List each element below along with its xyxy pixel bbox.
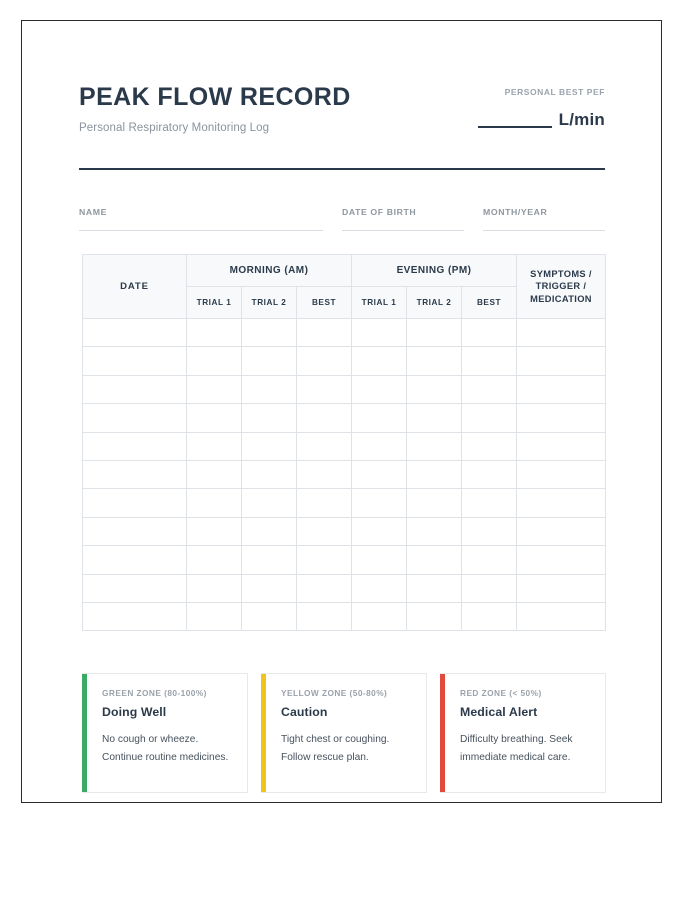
- cell-date[interactable]: [83, 517, 187, 545]
- cell-pm-trial-2[interactable]: [407, 602, 462, 630]
- personal-best-pef-unit: L/min: [558, 110, 605, 129]
- page-title: PEAK FLOW RECORD: [79, 83, 351, 111]
- cell-pm-best[interactable]: [462, 546, 517, 574]
- cell-pm-trial-1[interactable]: [352, 347, 407, 375]
- cell-pm-best[interactable]: [462, 602, 517, 630]
- cell-am-trial-2[interactable]: [242, 375, 297, 403]
- cell-symptoms[interactable]: [517, 319, 606, 347]
- column-header-am-trial-1: TRIAL 1: [187, 287, 242, 319]
- cell-am-trial-1[interactable]: [187, 404, 242, 432]
- cell-pm-trial-1[interactable]: [352, 489, 407, 517]
- table-row: [83, 602, 606, 630]
- cell-date[interactable]: [83, 347, 187, 375]
- cell-date[interactable]: [83, 375, 187, 403]
- column-header-am-best: BEST: [297, 287, 352, 319]
- date-of-birth-field: [342, 207, 464, 231]
- cell-am-trial-2[interactable]: [242, 517, 297, 545]
- cell-pm-best[interactable]: [462, 489, 517, 517]
- cell-date[interactable]: [83, 489, 187, 517]
- cell-am-best[interactable]: [297, 375, 352, 403]
- table-row: [83, 347, 606, 375]
- cell-pm-trial-1[interactable]: [352, 574, 407, 602]
- cell-am-trial-2[interactable]: [242, 404, 297, 432]
- column-header-date: DATE: [83, 255, 187, 319]
- title-block: [79, 85, 351, 134]
- zone-title: Doing Well: [102, 705, 167, 719]
- table-row: [83, 574, 606, 602]
- cell-pm-best[interactable]: [462, 432, 517, 460]
- cell-pm-trial-1[interactable]: [352, 517, 407, 545]
- cell-date[interactable]: [83, 602, 187, 630]
- name-field-label: NAME: [79, 207, 107, 217]
- cell-symptoms[interactable]: [517, 347, 606, 375]
- cell-am-trial-1[interactable]: [187, 319, 242, 347]
- zone-description: Tight chest or coughing. Follow rescue plan.: [281, 734, 390, 763]
- zone-card-body: [445, 674, 605, 792]
- table-header-group-row: [83, 255, 606, 287]
- column-group-morning: MORNING (AM): [187, 255, 352, 287]
- cell-symptoms[interactable]: [517, 489, 606, 517]
- zone-card-body: [266, 674, 426, 792]
- cell-am-best[interactable]: [297, 489, 352, 517]
- cell-pm-trial-2[interactable]: [407, 375, 462, 403]
- table-row: [83, 375, 606, 403]
- cell-am-trial-1[interactable]: [187, 460, 242, 488]
- cell-pm-trial-1[interactable]: [352, 432, 407, 460]
- cell-am-trial-1[interactable]: [187, 546, 242, 574]
- cell-pm-best[interactable]: [462, 460, 517, 488]
- personal-best-pef-block: [375, 87, 605, 128]
- cell-pm-trial-2[interactable]: [407, 546, 462, 574]
- cell-pm-best[interactable]: [462, 517, 517, 545]
- cell-symptoms[interactable]: [517, 460, 606, 488]
- personal-best-pef-input[interactable]: [478, 111, 552, 128]
- cell-am-trial-1[interactable]: [187, 347, 242, 375]
- column-header-pm-trial-1: TRIAL 1: [352, 287, 407, 319]
- cell-pm-trial-2[interactable]: [407, 404, 462, 432]
- zone-title: Medical Alert: [460, 705, 538, 719]
- page-content: [79, 21, 605, 802]
- month-year-field: [483, 207, 605, 231]
- table-row: [83, 319, 606, 347]
- patient-fields-row: [79, 207, 605, 231]
- zone-card-red: [440, 673, 606, 793]
- cell-pm-trial-1[interactable]: [352, 404, 407, 432]
- column-header-pm-best: BEST: [462, 287, 517, 319]
- table-row: [83, 546, 606, 574]
- cell-symptoms[interactable]: [517, 375, 606, 403]
- zone-card-green: [82, 673, 248, 793]
- cell-am-best[interactable]: [297, 460, 352, 488]
- cell-symptoms[interactable]: [517, 546, 606, 574]
- table-row: [83, 460, 606, 488]
- cell-am-trial-2[interactable]: [242, 319, 297, 347]
- cell-date[interactable]: [83, 432, 187, 460]
- cell-pm-best[interactable]: [462, 319, 517, 347]
- cell-am-best[interactable]: [297, 432, 352, 460]
- table-row: [83, 432, 606, 460]
- cell-am-trial-2[interactable]: [242, 489, 297, 517]
- cell-am-trial-2[interactable]: [242, 602, 297, 630]
- column-group-evening: EVENING (PM): [352, 255, 517, 287]
- cell-am-best[interactable]: [297, 574, 352, 602]
- name-field: [79, 207, 323, 231]
- cell-date[interactable]: [83, 404, 187, 432]
- cell-pm-best[interactable]: [462, 347, 517, 375]
- cell-pm-trial-2[interactable]: [407, 432, 462, 460]
- cell-symptoms[interactable]: [517, 602, 606, 630]
- cell-am-trial-1[interactable]: [187, 602, 242, 630]
- personal-best-pef-label: PERSONAL BEST PEF: [504, 87, 605, 97]
- cell-am-best[interactable]: [297, 517, 352, 545]
- zone-tag: YELLOW ZONE (50-80%): [281, 688, 388, 698]
- cell-symptoms[interactable]: [517, 432, 606, 460]
- cell-am-trial-1[interactable]: [187, 489, 242, 517]
- cell-pm-best[interactable]: [462, 574, 517, 602]
- cell-pm-trial-1[interactable]: [352, 602, 407, 630]
- cell-am-trial-2[interactable]: [242, 460, 297, 488]
- cell-am-best[interactable]: [297, 546, 352, 574]
- document-header: [79, 85, 605, 170]
- zone-title: Caution: [281, 705, 328, 719]
- cell-pm-trial-2[interactable]: [407, 347, 462, 375]
- cell-am-best[interactable]: [297, 404, 352, 432]
- cell-am-trial-2[interactable]: [242, 574, 297, 602]
- cell-am-trial-2[interactable]: [242, 432, 297, 460]
- cell-pm-trial-2[interactable]: [407, 460, 462, 488]
- cell-date[interactable]: [83, 319, 187, 347]
- cell-am-best[interactable]: [297, 347, 352, 375]
- zone-description: No cough or wheeze. Continue routine medicines.: [102, 734, 229, 763]
- table-row: [83, 489, 606, 517]
- cell-pm-trial-1[interactable]: [352, 546, 407, 574]
- page-subtitle: Personal Respiratory Monitoring Log: [79, 122, 270, 134]
- cell-pm-trial-1[interactable]: [352, 319, 407, 347]
- month-year-input[interactable]: [483, 230, 605, 231]
- date-of-birth-input[interactable]: [342, 230, 464, 231]
- cell-am-trial-2[interactable]: [242, 546, 297, 574]
- zone-card-list: [82, 673, 606, 793]
- cell-am-trial-1[interactable]: [187, 432, 242, 460]
- cell-date[interactable]: [83, 574, 187, 602]
- cell-am-best[interactable]: [297, 319, 352, 347]
- cell-symptoms[interactable]: [517, 574, 606, 602]
- cell-am-trial-1[interactable]: [187, 517, 242, 545]
- cell-pm-trial-1[interactable]: [352, 460, 407, 488]
- document-page: [21, 20, 662, 803]
- column-header-symptoms: SYMPTOMS / TRIGGER / MEDICATION: [517, 255, 606, 319]
- name-input[interactable]: [79, 230, 323, 231]
- zone-tag: RED ZONE (< 50%): [460, 688, 542, 698]
- cell-pm-best[interactable]: [462, 375, 517, 403]
- header-divider: [79, 168, 605, 170]
- cell-pm-best[interactable]: [462, 404, 517, 432]
- table-header: [83, 255, 606, 319]
- peak-flow-log-table: [82, 254, 606, 631]
- table-row: [83, 404, 606, 432]
- cell-symptoms[interactable]: [517, 404, 606, 432]
- zone-tag: GREEN ZONE (80-100%): [102, 688, 207, 698]
- personal-best-pef-value-row: [375, 111, 605, 128]
- column-header-am-trial-2: TRIAL 2: [242, 287, 297, 319]
- cell-pm-trial-2[interactable]: [407, 574, 462, 602]
- cell-am-trial-2[interactable]: [242, 347, 297, 375]
- column-header-pm-trial-2: TRIAL 2: [407, 287, 462, 319]
- cell-symptoms[interactable]: [517, 517, 606, 545]
- cell-am-trial-1[interactable]: [187, 375, 242, 403]
- cell-pm-trial-2[interactable]: [407, 517, 462, 545]
- cell-am-trial-1[interactable]: [187, 574, 242, 602]
- month-year-field-label: MONTH/YEAR: [483, 207, 548, 217]
- cell-date[interactable]: [83, 460, 187, 488]
- cell-pm-trial-2[interactable]: [407, 489, 462, 517]
- zone-description: Difficulty breathing. Seek immediate medical care.: [460, 734, 573, 763]
- cell-pm-trial-1[interactable]: [352, 375, 407, 403]
- zone-card-body: [87, 674, 247, 792]
- date-of-birth-field-label: DATE OF BIRTH: [342, 207, 417, 217]
- cell-am-best[interactable]: [297, 602, 352, 630]
- table-row: [83, 517, 606, 545]
- table-body: [83, 319, 606, 631]
- cell-date[interactable]: [83, 546, 187, 574]
- zone-card-yellow: [261, 673, 427, 793]
- cell-pm-trial-2[interactable]: [407, 319, 462, 347]
